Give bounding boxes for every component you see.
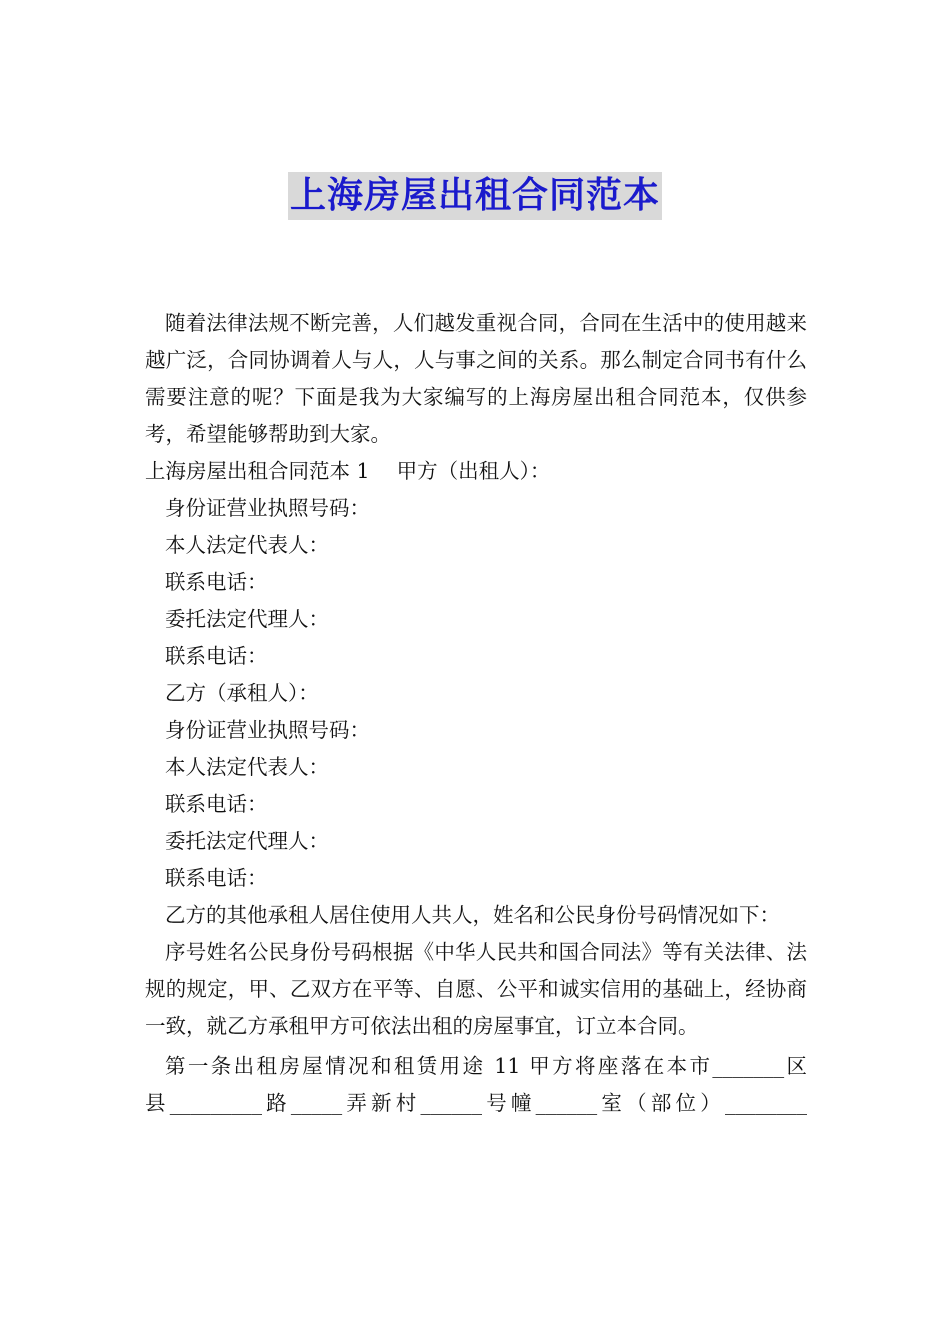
party-a-agent-phone-field: 联系电话： — [165, 644, 268, 668]
party-b-phone-field: 联系电话： — [165, 792, 268, 816]
party-b-heading: 乙方（承租人）： — [165, 681, 319, 705]
party-b-agent-field: 委托法定代理人： — [165, 829, 329, 853]
party-a-agent-field: 委托法定代理人： — [165, 607, 329, 631]
party-a-id-field: 身份证营业执照号码： — [165, 496, 370, 520]
document-title: 上海房屋出租合同范本 — [288, 172, 662, 220]
party-b-agent-phone-field: 联系电话： — [165, 866, 268, 890]
intro-paragraph: 随着法律法规不断完善，人们越发重视合同，合同在生活中的使用越来越广泛，合同协调着人与人，人与事之间的关系。那么制定合同书有什么需要注意的呢？下面是我为大家编写的上海房屋出租合同范本，仅供参考，希望能够帮助到大家。 — [145, 311, 807, 446]
contract-basis-paragraph: 序号姓名公民身份号码根据《中华人民共和国合同法》等有关法律、法规的规定，甲、乙双方在平等、自愿、公平和诚实信用的基础上，经协商一致，就乙方承租甲方可依法出租的房屋事宜，订立本合同。 — [145, 940, 807, 1038]
article-1-line-1: 第一条出租房屋情况和租赁用途 11 甲方将座落在本市_______区 — [165, 1054, 807, 1078]
other-tenants-paragraph: 乙方的其他承租人居住使用人共人，姓名和公民身份号码情况如下： — [165, 903, 780, 927]
document-body — [145, 305, 807, 1122]
section-heading: 上海房屋出租合同范本 1 甲方（出租人）： — [145, 459, 551, 483]
party-b-id-field: 身份证营业执照号码： — [165, 718, 370, 742]
party-a-legal-rep-field: 本人法定代表人： — [165, 533, 329, 557]
article-1-line-2: 县_________路_____弄新村______号幢______室（部位）________ — [145, 1091, 807, 1115]
party-a-phone-field: 联系电话： — [165, 570, 268, 594]
party-b-legal-rep-field: 本人法定代表人： — [165, 755, 329, 779]
document-title-wrap — [0, 172, 950, 220]
